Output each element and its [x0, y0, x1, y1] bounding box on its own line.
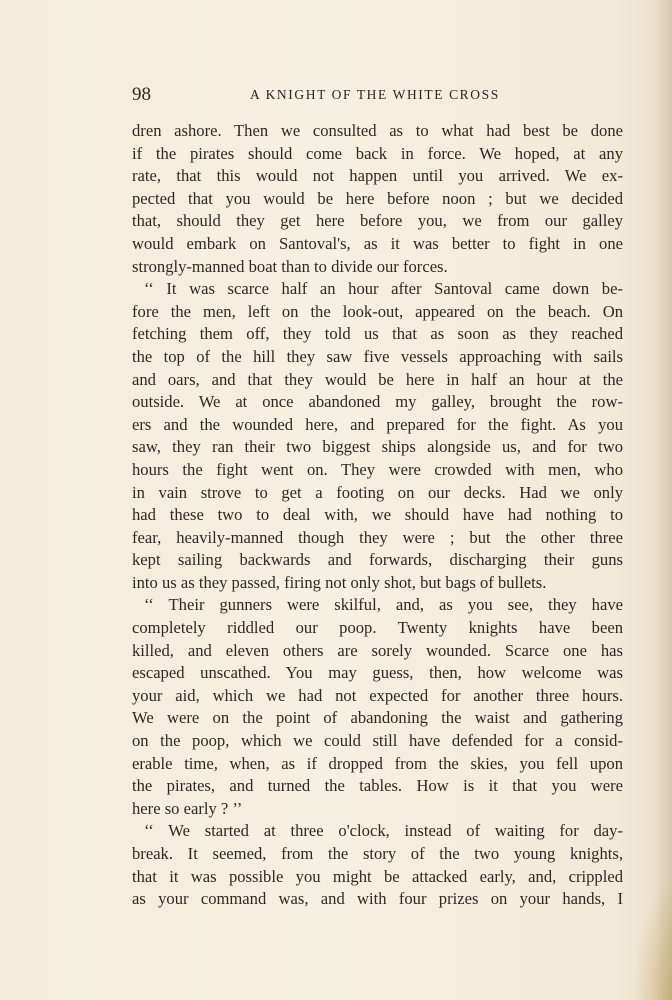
text-line: had these two to deal with, we should have had nothing to — [132, 505, 623, 525]
text-line: rate, that this would not happen until you arrived. We ex- — [132, 166, 623, 186]
text-line: erable time, when, as if dropped from the skies, you fell upon — [132, 753, 623, 773]
text-line: that, should they get here before you, we from our galley — [132, 211, 623, 231]
text-line: that it was possible you might be attacked early, and, crippled — [132, 866, 623, 886]
text-line: your aid, which we had not expected for another three hours. — [132, 685, 623, 705]
text-line: the pirates, and turned the tables. How is it that you were — [132, 776, 623, 796]
text-line: as your command was, and with four prizes on your hands, I — [132, 889, 623, 909]
page-edge-shadow — [654, 0, 672, 1000]
text-line: outside. We at once abandoned my galley, brought the row- — [132, 392, 623, 412]
text-line: ‘‘ We started at three o'clock, instead of waiting for day- — [144, 821, 623, 841]
text-line: killed, and eleven others are sorely wounded. Scarce one has — [132, 640, 623, 660]
text-line: strongly-manned boat than to divide our forces. — [132, 256, 448, 276]
running-head: A KNIGHT OF THE WHITE CROSS — [250, 87, 500, 102]
text-line: dren ashore. Then we consulted as to what had best be done — [132, 121, 623, 140]
text-line: the top of the hill they saw five vessels approaching with sails — [132, 346, 623, 366]
text-line: We were on the point of abandoning the waist and gathering — [132, 708, 623, 728]
text-line: fetching them off, they told us that as soon as they reached — [132, 324, 623, 344]
text-line: pected that you would be here before noon ; but we decided — [132, 188, 623, 208]
text-line: ‘‘ Their gunners were skilful, and, as you see, they have — [144, 595, 623, 615]
text-line: escaped unscathed. You may guess, then, how welcome was — [132, 663, 623, 683]
text-line: if the pirates should come back in force. We hoped, at any — [132, 143, 623, 163]
text-line: fore the men, left on the look-out, appeared on the beach. On — [132, 301, 623, 321]
text-line: in vain strove to get a footing on our decks. Had we only — [132, 482, 623, 502]
text-line: here so early ? ’’ — [132, 798, 243, 818]
text-line: fear, heavily-manned though they were ; but the other three — [132, 527, 623, 547]
text-line: break. It seemed, from the story of the two young knights, — [132, 844, 623, 863]
text-line: hours the fight went on. They were crowded with men, who — [132, 459, 623, 479]
text-line: ‘‘ It was scarce half an hour after Santoval came down be- — [144, 279, 623, 299]
paper-stain — [632, 880, 672, 1000]
body-text — [132, 120, 623, 911]
page-number: 98 — [132, 84, 151, 105]
text-line: kept sailing backwards and forwards, discharging their guns — [132, 550, 623, 570]
text-line: completely riddled our poop. Twenty knights have been — [132, 618, 623, 638]
text-line: into us as they passed, firing not only shot, but bags of bullets. — [132, 572, 547, 592]
text-line: ers and the wounded here, and prepared for the fight. As you — [132, 414, 623, 434]
text-line: saw, they ran their two biggest ships alongside us, and for two — [132, 437, 623, 457]
page-header — [132, 84, 622, 108]
text-line: and oars, and that they would be here in half an hour at the — [132, 369, 623, 389]
text-line: on the poop, which we could still have defended for a consid- — [132, 731, 623, 751]
text-line: would embark on Santoval's, as it was better to fight in one — [132, 233, 623, 253]
